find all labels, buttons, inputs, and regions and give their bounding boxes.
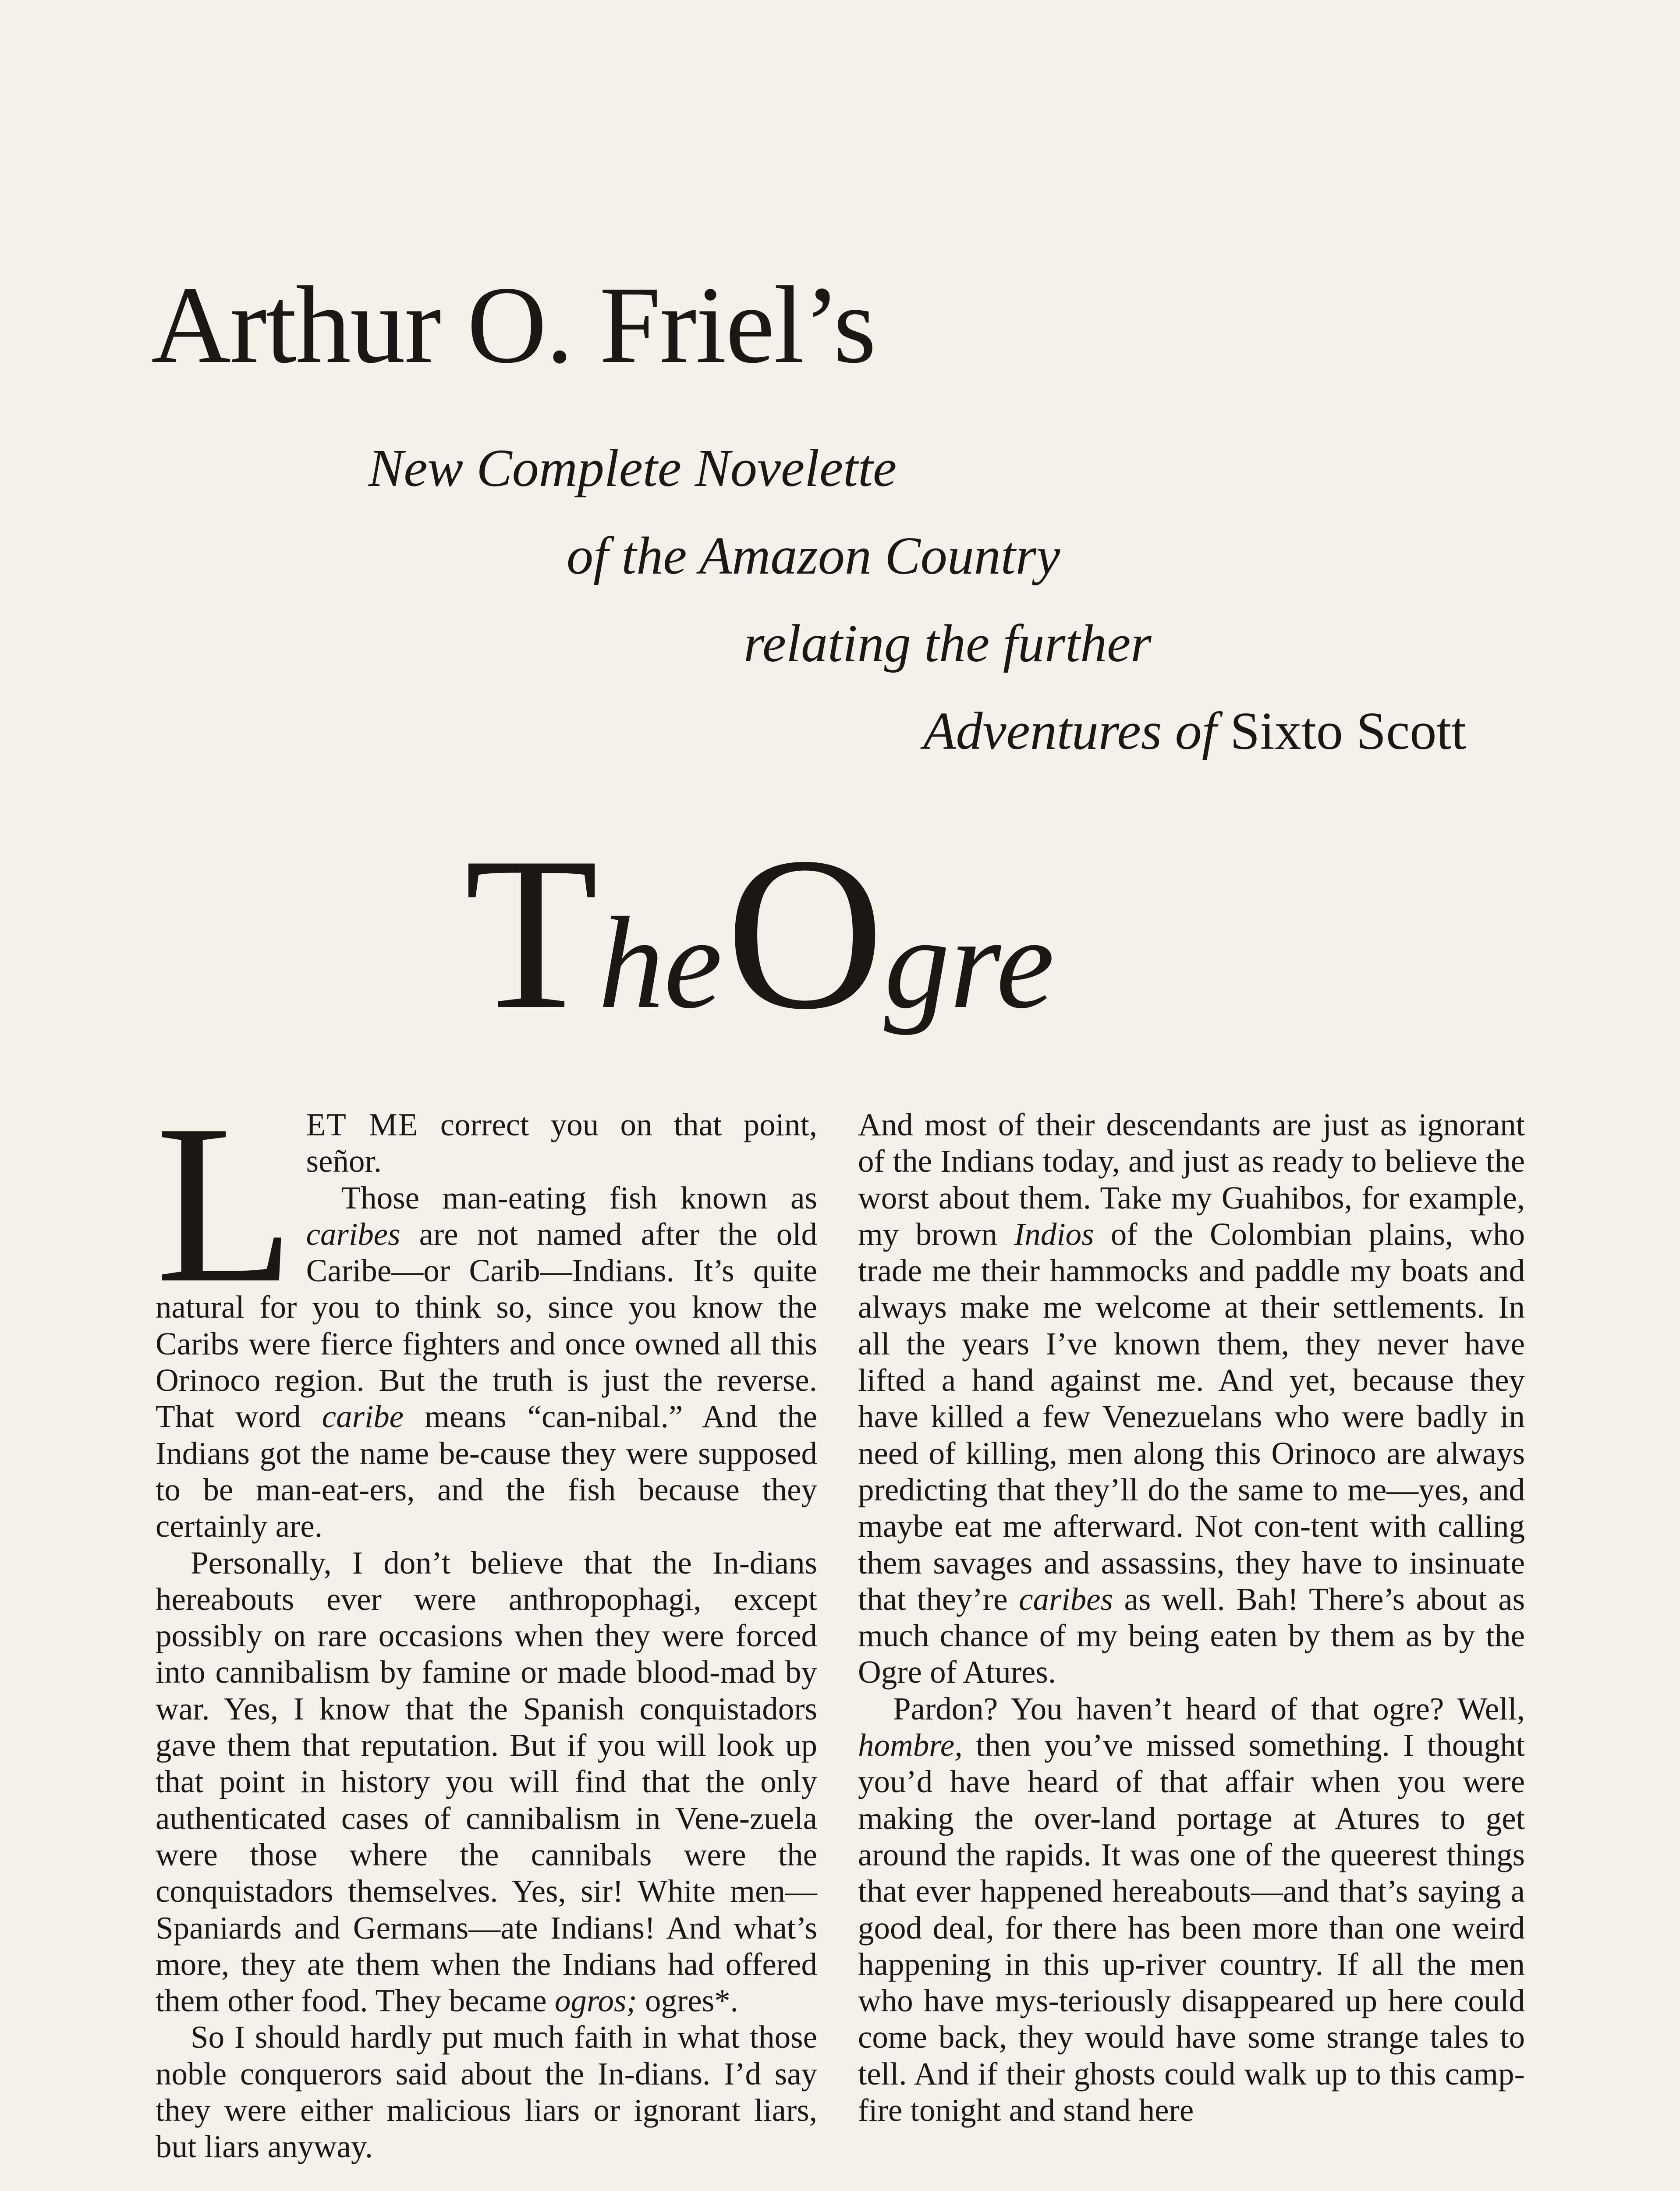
title-rest-he: he — [598, 890, 723, 1035]
paragraph-2-italic-2: caribe — [322, 1399, 404, 1435]
subtitle-line-3: relating the further — [744, 614, 1152, 673]
paragraph-6-italic: hombre, — [858, 1727, 963, 1763]
paragraph-5-text-b: of the Colombian plains, who trade me their hammocks and paddle my boats and always make me welcome at their settlements. In all the years I’ve known them, they never have lifted a hand against me. And yet, because they have killed a few Venezuelans who were badly in need of killing, men along this Orinoco are always predicting that they’ll do the same to me—yes, and maybe eat me afterward. Not con-tent with calling them savages and assassins, they have to insinuate that they’re — [858, 1216, 1525, 1617]
subtitle-line-2: of the Amazon Country — [567, 526, 1060, 585]
paragraph-5 — [858, 1106, 1525, 1691]
subtitle-character-name: Sixto Scott — [1230, 702, 1467, 761]
paragraph-5-italic: Indios — [1014, 1216, 1094, 1252]
paragraph-2-text-a: Those man-eating fish known as — [341, 1180, 817, 1216]
paragraph-3 — [156, 1545, 817, 2019]
text-column-left — [156, 1078, 817, 2165]
paragraph-3-text-b: ogres*. — [637, 1983, 738, 2019]
title-cap-t: T — [464, 812, 599, 1055]
paragraph-3-text-a: Personally, I don’t believe that the In-dians hereabouts ever were anthropophagi, except possibly on rare occasions when they were forced into cannibalism by famine or made blood-mad by war. Yes, I know that the Spanish conquistadors gave them that reputation. But if you will look up that point in history you will find that the only authenticated cases of cannibalism in Vene-zuela were those where the cannibals were the conquistadors themselves. Yes, sir! White men—Spaniards and Germans—ate Indians! And what’s more, they ate them when the Indians had offered them other food. They became — [156, 1545, 817, 2019]
paragraph-6-text-a: Pardon? You haven’t heard of that ogre? Well, — [893, 1691, 1525, 1727]
paragraph-2-text-c: means “can-nibal.” And the Indians got the name be-cause they were supposed to be man-eat-ers, and the fish because they certainly are. — [156, 1399, 817, 1544]
paragraph-3-italic: ogros; — [554, 1983, 637, 2019]
story-title — [464, 812, 1055, 1055]
paragraph-4: So I should hardly put much faith in what those noble conquerors said about the In-dians. I’d say they were either malicious liars or ignorant liars, but liars anyway. — [156, 2019, 817, 2165]
lead-caps: ET ME — [306, 1107, 419, 1142]
paragraph-5-text-a: And most of their descendants are just as ignorant of the Indians today, and just as ready to believe the worst about them. Take my Guahibos, for example, my brown — [858, 1107, 1525, 1252]
paragraph-1-text: correct you on that point, señor. — [306, 1107, 817, 1179]
paragraph-5-text-c: as well. Bah! There’s about as much chance of my being eaten by them as by the Ogre of Atures. — [858, 1581, 1525, 1690]
paragraph-2-text-b: are not named after the old Caribe—or Carib—Indians. It’s quite natural for you to think so, since you know the Caribs were fierce fighters and once owned all this Orinoco region. But the truth is just the reverse. That word — [156, 1216, 817, 1435]
paragraph-2-italic: caribes — [306, 1216, 401, 1252]
paragraph-6 — [858, 1691, 1525, 2129]
paragraph-5-italic-2: caribes — [1019, 1581, 1113, 1617]
text-column-right — [858, 1106, 1525, 2128]
subtitle-line-1: New Complete Novelette — [368, 439, 897, 498]
drop-cap: L — [156, 1078, 295, 1330]
subtitle-italic-part: Adventures of — [923, 702, 1217, 761]
author-heading: Arthur O. Friel’s — [151, 263, 875, 386]
title-cap-o: O — [726, 812, 884, 1055]
subtitle-line-4 — [923, 702, 1467, 761]
paragraph-6-text-b: then you’ve missed something. I thought you’d have heard of that affair when you were making the over-land portage at Atures to get around the rapids. It was one of the queerest things that ever happened hereabouts—and that’s saying a good deal, for there has been more than one weird happening in this up-river country. If all the men who have mys-teriously disappeared up here could come back, they would have some strange tales to tell. And if their ghosts could walk up to this camp-fire tonight and stand here — [858, 1727, 1525, 2128]
title-rest-gre: gre — [884, 890, 1055, 1035]
